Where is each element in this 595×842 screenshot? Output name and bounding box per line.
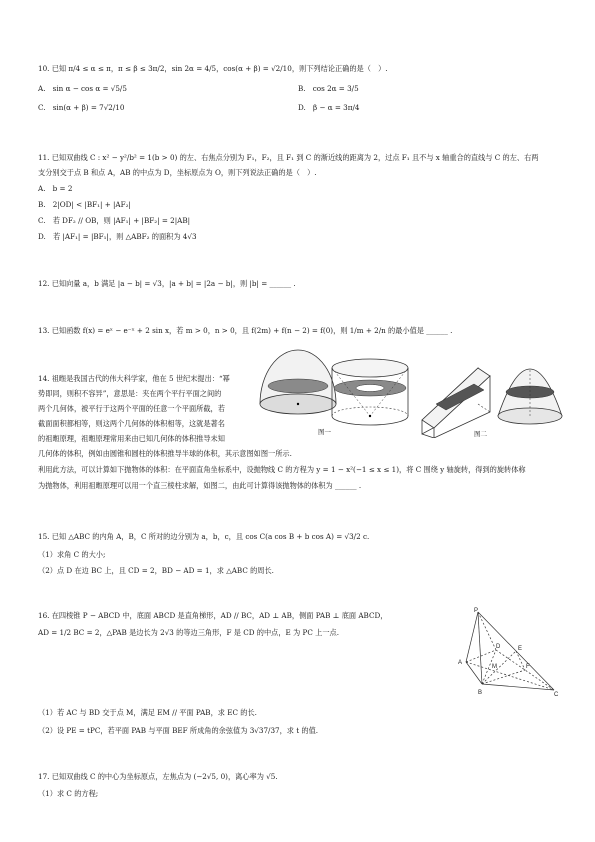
q15-part-1: （1）求角 C 的大小; [38,550,106,559]
q13-stem: 13. 已知函数 f(x) = eˣ − e⁻ˣ + 2 sin x，若 m > 0，n > 0，且 f(2m) + f(n − 2) = f(0)，则 1/m + 2/n 的最小值是 ______ . [38,326,453,335]
q11-option-d: D. 若 |AF₁| = |BF₁|，则 △ABF₂ 的面积为 4√3 [38,232,197,241]
q11-stem-line-1: 11. 已知双曲线 C : x² − y²/b² = 1(b > 0) 的左、右焦点分别为 F₁，F₂，且 F₁ 到 C 的渐近线的距离为 2，过点 F₁ 且不与 x 轴重合的直线与 C 的左、右两 [38,153,539,162]
q14-line-2: 势即同，则积不容异”，意思是：夹在两个平行平面之间的 [38,389,222,398]
label-f: F [526,664,530,670]
figure-two-label: 图二 [474,431,487,438]
label-m: M [492,664,497,670]
q14-line-8: 为抛物体，利用祖暅原理可以用一个直三棱柱求解，如图二，由此可计算得该抛物体的体积为 ______ . [38,481,362,490]
q11-option-a: A. b = 2 [38,184,73,193]
q14-figure-one [256,346,416,438]
q16-part-1: （1）若 AC 与 BD 交于点 M，满足 EM // 平面 PAB，求 EC 的长. [38,708,257,717]
q11-stem-line-2: 支分别交于点 B 和点 A，AB 的中点为 D，坐标原点为 O，则下列说法正确的是（ ）. [38,168,317,177]
paraboloid-shape [498,369,562,424]
q14-line-3: 两个几何体，被平行于这两个平面的任意一个平面所截，若 [38,404,225,413]
figure-one-label: 图一 [318,429,331,436]
q17-part-1: （1）求 C 的方程; [38,789,99,798]
label-a: A [458,660,463,666]
q16-stem-line-2: AD = 1/2 BC = 2，△PAB 是边长为 2√3 的等边三角形，F 是 CD 的中点，E 为 PC 上一点. [38,628,339,637]
label-e: E [518,646,523,652]
hemisphere-shape [260,350,336,414]
q14-figure-two [418,346,564,438]
q15-part-2: （2）点 D 在边 BC 上，且 CD = 2，BD − AD = 1，求 △ABC 的周长. [38,566,274,575]
q14-line-4: 截面面积都相等，则这两个几何体的体积相等，这就是著名 [38,419,225,428]
label-d: D [496,644,501,650]
q10-option-a: A. sin α − cos α = √5/5 [38,84,127,93]
q16-stem-line-1: 16. 在四棱锥 P − ABCD 中，底面 ABCD 是直角梯形，AD // BC，AD ⊥ AB，侧面 PAB ⊥ 底面 ABCD， [38,611,388,620]
q14-line-1: 14. 祖暅是我国古代的伟大科学家，他在 5 世纪末提出：“幂 [38,374,230,383]
cylinder-minus-cone-shape [332,359,408,425]
label-c: C [554,692,559,698]
q16-pyramid-figure [456,606,560,698]
triangular-prism-shape [422,368,490,438]
q10-stem: 10. 已知 π/4 ≤ α ≤ π，π ≤ β ≤ 3π/2，sin 2α = 4/5，cos(α + β) = √2/10，则下列结论正确的是（ ）. [38,64,388,73]
q14-line-7: 利用此方法，可以计算如下抛物体的体积：在平面直角坐标系中，设抛物线 C 的方程为 y = 1 − x²(−1 ≤ x ≤ 1)，将 C 围绕 y 轴旋转，得到的旋转体称 [38,465,526,474]
q10-option-b: B. cos 2α = 3/5 [298,84,359,93]
q17-stem: 17. 已知双曲线 C 的中心为坐标原点，左焦点为 (−2√5, 0)，离心率为 √5. [38,772,278,781]
label-p: P [474,608,479,614]
q15-stem: 15. 已知 △ABC 的内角 A，B，C 所对的边分别为 a，b，c，且 cos C(a cos B + b cos A) = √3/2 c. [38,532,370,541]
q14-line-6: 几何体的体积，例如由圆锥和圆柱的体积推导半球的体积，其示意图如图一所示. [38,449,292,458]
q16-part-2: （2）设 PE = tPC，若平面 PAB 与平面 BEF 所成角的余弦值为 3√37/37，求 t 的值. [38,726,319,735]
q14-line-5: 的祖暅原理，祖暅原理常用来由已知几何体的体积推导未知 [38,434,225,443]
q11-option-c: C. 若 DF₂ // OB，则 |AF₁| + |BF₂| = 2|AB| [38,216,191,225]
q12-stem: 12. 已知向量 a，b 满足 |a − b| = √3，|a + b| = |2a − b|，则 |b| = ______ . [38,279,296,288]
label-b: B [478,690,483,696]
q10-option-c: C. sin(α + β) = 7√2/10 [38,103,125,112]
q10-option-d: D. β − α = 3π/4 [298,103,360,112]
q11-option-b: B. 2|OD| < |BF₁| + |AF₂| [38,200,131,209]
